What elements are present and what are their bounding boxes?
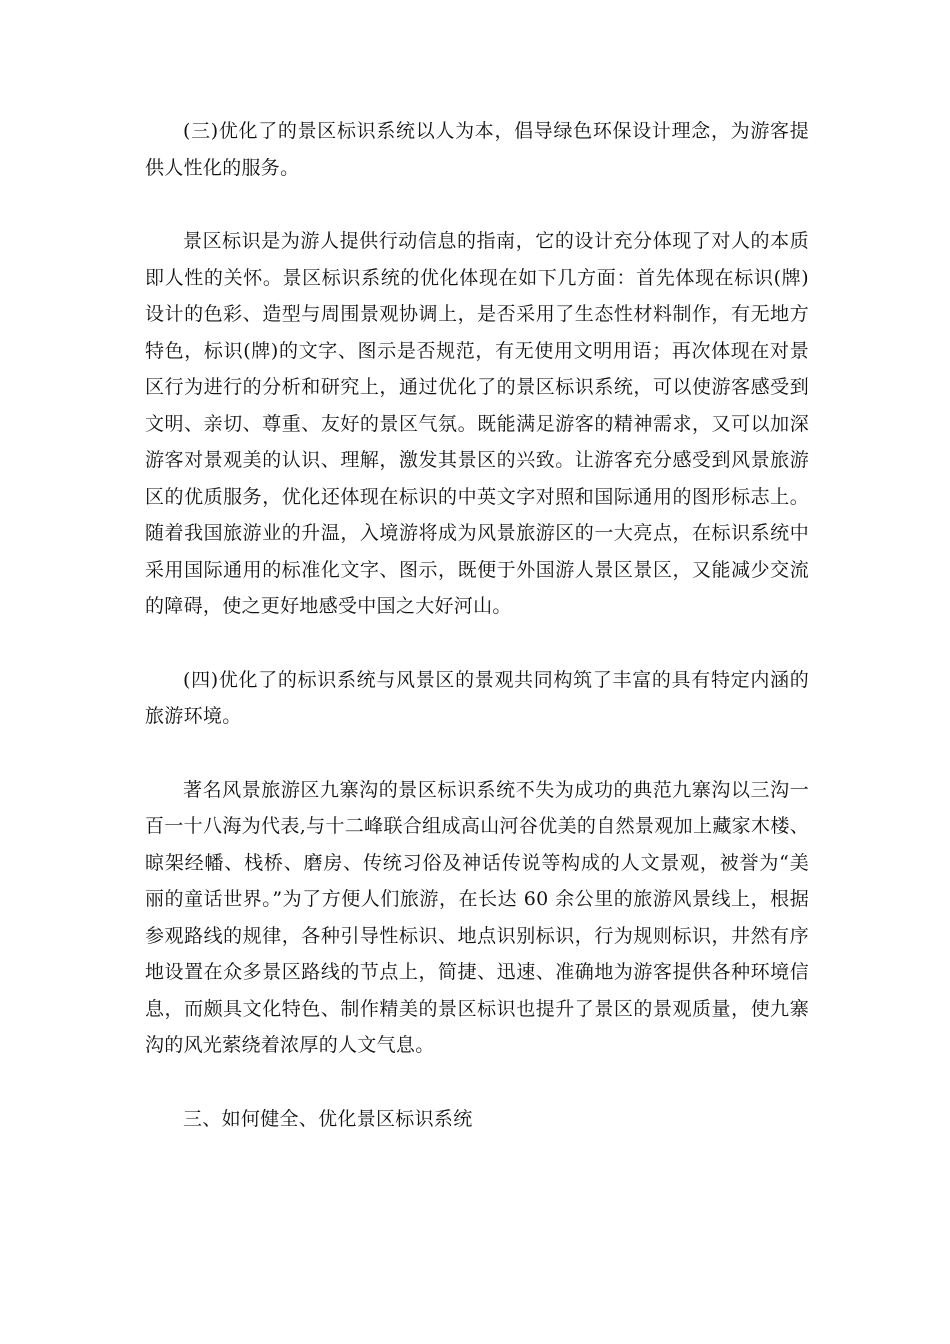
document-body [145,113,809,1137]
paragraph-signage-body: 景区标识是为游人提供行动信息的指南，它的设计充分体现了对人的本质即人性的关怀。景区标识系统的优化体现在如下几方面：首先体现在标识(牌)设计的色彩、造型与周围景观协调上，是否采用了生态性材料制作，有无地方特色，标识(牌)的文字、图示是否规范，有无使用文明用语；再次体现在对景区行为进行的分析和研究上，通过优化了的景区标识系统，可以使游客感受到文明、亲切、尊重、友好的景区气氛。既能满足游客的精神需求，又可以加深游客对景观美的认识、理解，激发其景区的兴致。让游客充分感受到风景旅游区的优质服务，优化还体现在标识的中英文字对照和国际通用的图形标志上。随着我国旅游业的升温，入境游将成为风景旅游区的一大亮点，在标识系统中采用国际通用的标准化文字、图示，既便于外国游人景区景区，又能减少交流的障碍，使之更好地感受中国之大好河山。 [145,230,809,617]
paragraph-jiuzhaigou-body: 著名风景旅游区九寨沟的景区标识系统不失为成功的典范九寨沟以三沟一百一十八海为代表,与十二峰联合组成高山河谷优美的自然景观加上藏家木楼、晾架经幡、栈桥、磨房、传统习俗及神话传说等构成的人文景观，被誉为“美丽的童话世界。”为了方便人们旅游，在长达 60 余公里的旅游风景线上，根据参观路线的规律，各种引导性标识、地点识别标识，行为规则标识，井然有序地设置在众多景区路线的节点上，简捷、迅速、准确地为游客提供各种环境信息，而颇具文化特色、制作精美的景区标识也提升了景区的景观质量，使九寨沟的风光萦绕着浓厚的人文气息。 [145,778,809,1056]
paragraph-section-3-heading: (三)优化了的景区标识系统以人为本，倡导绿色环保设计理念，为游客提供人性化的服务。 [145,120,809,179]
paragraph-chapter-3-title: 三、如何健全、优化景区标识系统 [183,1107,473,1130]
paragraph-section-4-heading: (四)优化了的标识系统与风景区的景观共同构筑了丰富的具有特定内涵的旅游环境。 [145,668,809,727]
